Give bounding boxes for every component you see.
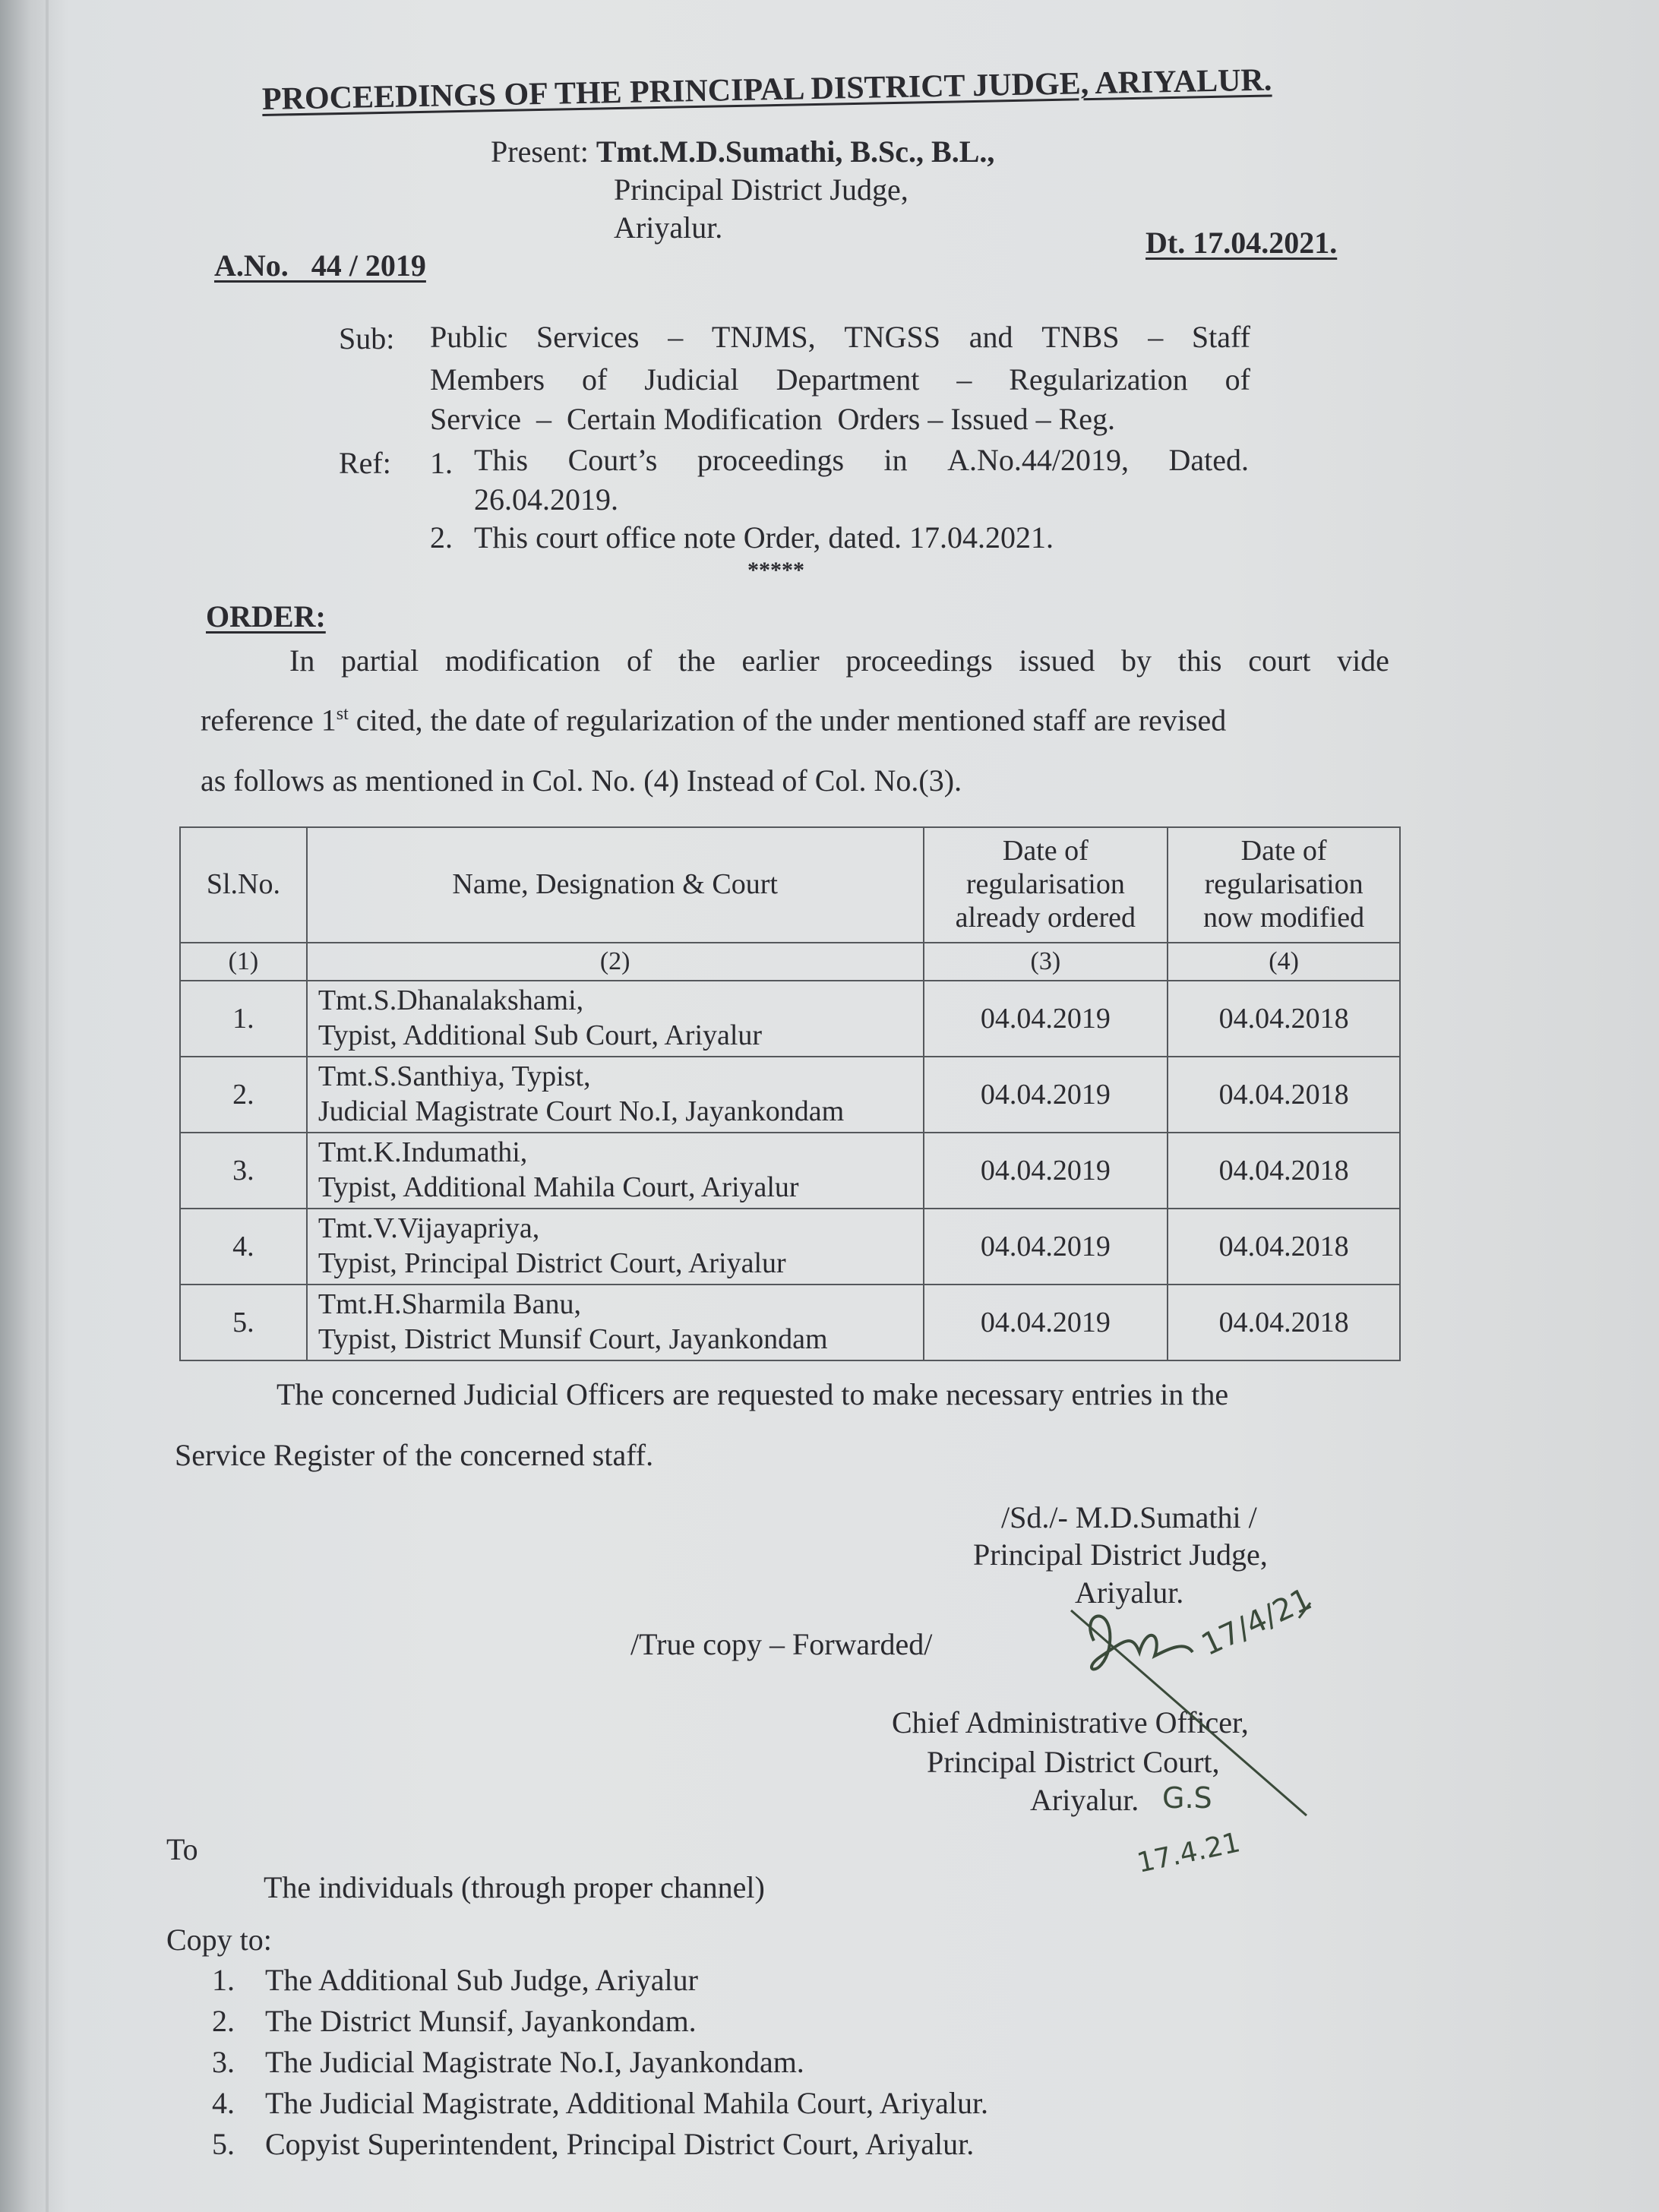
ref-2-text: This court office note Order, dated. 17.04.2021. — [474, 520, 1054, 555]
cell-name — [307, 981, 924, 1057]
cell-modified: 04.04.2018 — [1168, 1133, 1400, 1209]
cell-name — [307, 1057, 924, 1133]
table-row — [180, 1133, 1400, 1209]
table-row — [180, 1285, 1400, 1360]
copy-recipient: The Judicial Magistrate No.I, Jayankondam. — [265, 2045, 804, 2079]
word: Staff — [1191, 320, 1250, 354]
word: In — [289, 643, 315, 678]
signed-by: /Sd./- M.D.Sumathi / — [1001, 1500, 1257, 1534]
to-label: To — [166, 1832, 198, 1866]
copy-recipient: The Judicial Magistrate, Additional Mahila Court, Ariyalur. — [265, 2086, 989, 2120]
header-sl-no: Sl.No. — [180, 827, 307, 943]
order-para-line-1 — [289, 643, 1389, 678]
copy-recipient: The District Munsif, Jayankondam. — [265, 2004, 697, 2038]
word: of — [1224, 362, 1250, 397]
word: partial — [341, 643, 419, 678]
superscript: st — [336, 704, 349, 724]
cell-modified: 04.04.2018 — [1168, 1285, 1400, 1360]
staff-designation: Typist, Additional Mahila Court, Ariyalur — [318, 1171, 799, 1203]
word: in — [883, 443, 908, 477]
cell-sl: 2. — [180, 1057, 307, 1133]
a-no: A.No. 44 / 2019 — [214, 248, 426, 283]
signature-scribble — [1090, 1616, 1193, 1670]
handwritten-initials: G.S — [1162, 1781, 1212, 1815]
to-recipient: The individuals (through proper channel) — [264, 1870, 765, 1904]
text: reference 1 — [201, 703, 337, 738]
word: Public — [430, 320, 508, 354]
order-heading: ORDER: — [206, 599, 326, 634]
signer-designation: Principal District Judge, — [973, 1537, 1268, 1572]
present-name: Tmt.M.D.Sumathi, B.Sc., B.L., — [596, 134, 995, 169]
cell-modified: 04.04.2018 — [1168, 981, 1400, 1057]
column-number-row — [180, 943, 1400, 981]
cell-already: 04.04.2019 — [924, 1133, 1168, 1209]
staff-name: Tmt.K.Indumathi, — [318, 1136, 528, 1169]
word: vide — [1337, 643, 1389, 678]
copy-num: 1. — [212, 1963, 235, 1997]
word: Regularization — [1009, 362, 1188, 397]
col-number: (4) — [1168, 943, 1400, 981]
word: TNJMS, — [711, 320, 816, 354]
cell-already: 04.04.2019 — [924, 1209, 1168, 1285]
staff-name: Tmt.S.Dhanalakshami, — [318, 984, 584, 1017]
header-name: Name, Designation & Court — [307, 827, 924, 943]
cell-sl: 1. — [180, 981, 307, 1057]
judge-place: Ariyalur. — [614, 210, 723, 245]
document-date: Dt. 17.04.2021. — [1146, 226, 1338, 260]
ref-label: Ref: — [339, 446, 391, 480]
cell-already: 04.04.2019 — [924, 981, 1168, 1057]
word: issued — [1019, 643, 1095, 678]
ref-2-num: 2. — [430, 520, 453, 555]
word: TNGSS — [844, 320, 941, 354]
word: proceedings — [845, 643, 993, 678]
word: TNBS — [1041, 320, 1120, 354]
order-para-line-3: as follows as mentioned in Col. No. (4) Instead of Col. No.(3). — [201, 763, 962, 798]
cell-already: 04.04.2019 — [924, 1285, 1168, 1360]
subject-label: Sub: — [339, 321, 395, 356]
table-row — [180, 981, 1400, 1057]
col-number: (1) — [180, 943, 307, 981]
word: court — [1248, 643, 1311, 678]
word: Members — [430, 362, 545, 397]
staff-name: Tmt.H.Sharmila Banu, — [318, 1288, 582, 1321]
word: this — [1177, 643, 1222, 678]
cell-modified: 04.04.2018 — [1168, 1057, 1400, 1133]
word: Services — [536, 320, 640, 354]
copy-recipient: The Additional Sub Judge, Ariyalur — [265, 1963, 698, 1997]
ref-1-num: 1. — [430, 446, 453, 480]
word: Court’s — [567, 443, 658, 477]
table-header-row — [180, 827, 1400, 943]
subject-line-1 — [430, 319, 1250, 355]
table-row — [180, 1209, 1400, 1285]
word: of — [582, 362, 608, 397]
closing-line-1: The concerned Judicial Officers are requested to make necessary entries in the — [276, 1377, 1229, 1411]
word: – — [956, 362, 972, 397]
copy-num: 2. — [212, 2004, 235, 2038]
true-copy-forwarded: /True copy – Forwarded/ — [630, 1627, 933, 1661]
handwritten-date-2: 17.4.21 — [1134, 1827, 1243, 1879]
word: Judicial — [644, 362, 739, 397]
cell-sl: 5. — [180, 1285, 307, 1360]
staff-name: Tmt.S.Santhiya, Typist, — [318, 1060, 591, 1093]
word: – — [668, 320, 684, 354]
cell-modified: 04.04.2018 — [1168, 1209, 1400, 1285]
officer-office: Principal District Court, — [927, 1745, 1220, 1779]
separator: ***** — [747, 558, 804, 583]
col-number: (3) — [924, 943, 1168, 981]
word: This — [474, 443, 529, 477]
cell-name — [307, 1209, 924, 1285]
paper-edge — [46, 0, 49, 2212]
copy-num: 4. — [212, 2086, 235, 2120]
closing-line-2: Service Register of the concerned staff. — [175, 1438, 654, 1472]
order-para-line-2 — [201, 703, 1227, 738]
word: Department — [776, 362, 920, 397]
judge-designation: Principal District Judge, — [614, 172, 908, 207]
copy-num: 3. — [212, 2045, 235, 2079]
staff-designation: Typist, Additional Sub Court, Ariyalur — [318, 1019, 763, 1051]
copy-to-label: Copy to: — [166, 1923, 272, 1957]
header-now-modified: Date of regularisation now modified — [1168, 827, 1400, 943]
word: modification — [444, 643, 601, 678]
cell-sl: 4. — [180, 1209, 307, 1285]
cell-name — [307, 1133, 924, 1209]
ref-1-line-1 — [474, 442, 1249, 478]
officer-place: Ariyalur. — [1030, 1783, 1139, 1817]
col-number: (2) — [307, 943, 924, 981]
word: of — [626, 643, 653, 678]
ref-1-line-2: 26.04.2019. — [474, 482, 618, 517]
staff-designation: Typist, Principal District Court, Ariyalur — [318, 1247, 786, 1279]
copy-num: 5. — [212, 2127, 235, 2161]
word: earlier — [741, 643, 820, 678]
staff-designation: Judicial Magistrate Court No.I, Jayankondam — [318, 1095, 845, 1127]
subject-line-3: Service – Certain Modification Orders – Issued – Reg. — [430, 402, 1116, 436]
cell-name — [307, 1285, 924, 1360]
word: the — [678, 643, 716, 678]
document-title: PROCEEDINGS OF THE PRINCIPAL DISTRICT JUDGE, ARIYALUR. — [261, 62, 1272, 117]
cell-sl: 3. — [180, 1133, 307, 1209]
handwritten-signature — [1048, 1575, 1367, 1884]
word: Dated. — [1168, 443, 1249, 477]
word: proceedings — [697, 443, 845, 477]
word: by — [1121, 643, 1152, 678]
regularisation-table — [179, 826, 1401, 1361]
handwritten-date-1: 17/4/21 — [1196, 1582, 1317, 1664]
word: and — [969, 320, 1013, 354]
staff-name: Tmt.V.Vijayapriya, — [318, 1212, 540, 1245]
staff-designation: Typist, District Munsif Court, Jayankondam — [318, 1323, 828, 1355]
officer-title: Chief Administrative Officer, — [892, 1705, 1249, 1740]
word: A.No.44/2019, — [947, 443, 1130, 477]
present-label: Present: — [491, 134, 589, 169]
word: – — [1148, 320, 1164, 354]
table-row — [180, 1057, 1400, 1133]
copy-recipient: Copyist Superintendent, Principal District Court, Ariyalur. — [265, 2127, 975, 2161]
text: cited, the date of regularization of the under mentioned staff are revised — [348, 703, 1227, 738]
cell-already: 04.04.2019 — [924, 1057, 1168, 1133]
present-line — [491, 134, 995, 169]
header-already-ordered: Date of regularisation already ordered — [924, 827, 1168, 943]
signer-place: Ariyalur. — [1075, 1575, 1184, 1610]
subject-line-2 — [430, 362, 1250, 397]
